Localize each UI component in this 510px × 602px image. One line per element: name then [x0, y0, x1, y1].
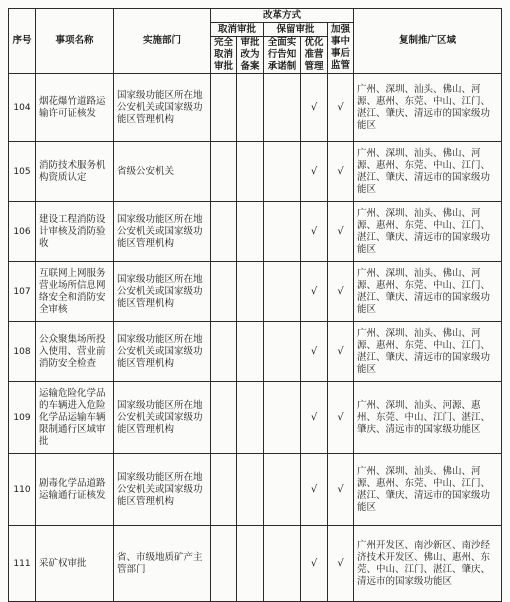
row-strengthen: √ [328, 526, 354, 602]
header-promise: 全面实行告知承诺制 [264, 37, 301, 74]
row-cancel-record [237, 262, 264, 322]
row-region: 广州、深圳、汕头、河源、惠州、东莞、中山、江门、湛江、肇庆、清远市的国家级功能区 [354, 382, 502, 454]
row-no: 104 [9, 74, 36, 142]
row-strengthen: √ [328, 382, 354, 454]
row-no: 111 [9, 526, 36, 602]
reform-table [8, 8, 502, 602]
header-region: 复制推广区域 [354, 9, 502, 74]
header-cancel-record: 审批改为备案 [237, 37, 264, 74]
row-dept: 国家级功能区所在地公安机关或国家级功能区管理机构 [114, 454, 211, 526]
table-row [9, 382, 502, 454]
row-optimize: √ [301, 526, 328, 602]
row-dept: 国家级功能区所在地公安机关或国家级功能区管理机构 [114, 382, 211, 454]
header-no: 序号 [9, 9, 36, 74]
row-optimize: √ [301, 322, 328, 382]
row-cancel-record [237, 322, 264, 382]
row-cancel-full [211, 142, 237, 202]
row-cancel-full [211, 262, 237, 322]
row-cancel-record [237, 74, 264, 142]
row-region: 广州、深圳、汕头、佛山、河源、惠州、东莞、中山、江门、湛江、肇庆、清远市的国家级功能区 [354, 74, 502, 142]
row-strengthen: √ [328, 202, 354, 262]
row-promise [264, 382, 301, 454]
row-region: 广州、深圳、汕头、佛山、河源、惠州、东莞、中山、江门、湛江、肇庆、清远市的国家级功能区 [354, 322, 502, 382]
row-item: 互联网上网服务营业场所信息网络安全和消防安全审核 [36, 262, 114, 322]
table-row [9, 262, 502, 322]
row-region: 广州、深圳、汕头、佛山、河源、惠州、东莞、中山、江门、湛江、肇庆、清远市的国家级功能区 [354, 202, 502, 262]
row-dept: 国家级功能区所在地公安机关或国家级功能区管理机构 [114, 202, 211, 262]
row-no: 108 [9, 322, 36, 382]
row-promise [264, 526, 301, 602]
row-cancel-record [237, 142, 264, 202]
row-cancel-full [211, 74, 237, 142]
header-item: 事项名称 [36, 9, 114, 74]
row-no: 107 [9, 262, 36, 322]
header-reform: 改革方式 [211, 9, 354, 23]
header-group-keep: 保留审批 [264, 23, 328, 37]
row-promise [264, 322, 301, 382]
header-group-cancel: 取消审批 [211, 23, 264, 37]
row-strengthen: √ [328, 262, 354, 322]
table-row [9, 142, 502, 202]
row-optimize: √ [301, 74, 328, 142]
row-dept: 国家级功能区所在地公安机关或国家级功能区管理机构 [114, 322, 211, 382]
row-strengthen: √ [328, 74, 354, 142]
row-no: 110 [9, 454, 36, 526]
row-region: 广州、深圳、汕头、佛山、河源、惠州、东莞、中山、江门、湛江、肇庆、清远市的国家级功能区 [354, 262, 502, 322]
row-cancel-full [211, 526, 237, 602]
row-region: 广州、深圳、汕头、佛山、河源、惠州、东莞、中山、江门、湛江、肇庆、清远市的国家级功能区 [354, 142, 502, 202]
row-promise [264, 202, 301, 262]
row-item: 运输危险化学品的车辆进入危险化学品运输车辆限制通行区域审批 [36, 382, 114, 454]
row-cancel-full [211, 202, 237, 262]
row-dept: 省、市级地质矿产主管部门 [114, 526, 211, 602]
row-promise [264, 262, 301, 322]
row-cancel-record [237, 526, 264, 602]
row-promise [264, 142, 301, 202]
row-optimize: √ [301, 262, 328, 322]
table-row [9, 322, 502, 382]
row-region: 广州开发区、南沙新区、南沙经济技术开发区、佛山、惠州、东莞、中山、江门、湛江、肇庆、清远市的国家级功能区 [354, 526, 502, 602]
row-dept: 国家级功能区所在地公安机关或国家级功能区管理机构 [114, 74, 211, 142]
row-item: 公众聚集场所投入使用、营业前消防安全检查 [36, 322, 114, 382]
table-row [9, 202, 502, 262]
header-strengthen: 加强事中事后监管 [328, 23, 354, 74]
row-promise [264, 454, 301, 526]
row-no: 105 [9, 142, 36, 202]
row-cancel-full [211, 322, 237, 382]
row-cancel-record [237, 382, 264, 454]
row-item: 采矿权审批 [36, 526, 114, 602]
row-optimize: √ [301, 454, 328, 526]
row-cancel-full [211, 454, 237, 526]
table-row [9, 526, 502, 602]
row-strengthen: √ [328, 142, 354, 202]
header-optimize: 优化准营管理 [301, 37, 328, 74]
row-cancel-record [237, 454, 264, 526]
row-strengthen: √ [328, 454, 354, 526]
row-item: 消防技术服务机构资质认定 [36, 142, 114, 202]
row-region: 广州、深圳、汕头、佛山、河源、惠州、东莞、中山、江门、湛江、肇庆、清远市的国家级功能区 [354, 454, 502, 526]
row-no: 106 [9, 202, 36, 262]
table-row [9, 74, 502, 142]
row-item: 建设工程消防设计审核及消防验收 [36, 202, 114, 262]
header-cancel-full: 完全取消审批 [211, 37, 237, 74]
row-optimize: √ [301, 382, 328, 454]
row-optimize: √ [301, 142, 328, 202]
table-row [9, 454, 502, 526]
row-dept: 国家级功能区所在地公安机关或国家级功能区管理机构 [114, 262, 211, 322]
header-dept: 实施部门 [114, 9, 211, 74]
row-cancel-record [237, 202, 264, 262]
row-optimize: √ [301, 202, 328, 262]
row-dept: 省级公安机关 [114, 142, 211, 202]
row-strengthen: √ [328, 322, 354, 382]
row-promise [264, 74, 301, 142]
row-no: 109 [9, 382, 36, 454]
row-item: 烟花爆竹道路运输许可证核发 [36, 74, 114, 142]
row-cancel-full [211, 382, 237, 454]
row-item: 剧毒化学品道路运输通行证核发 [36, 454, 114, 526]
